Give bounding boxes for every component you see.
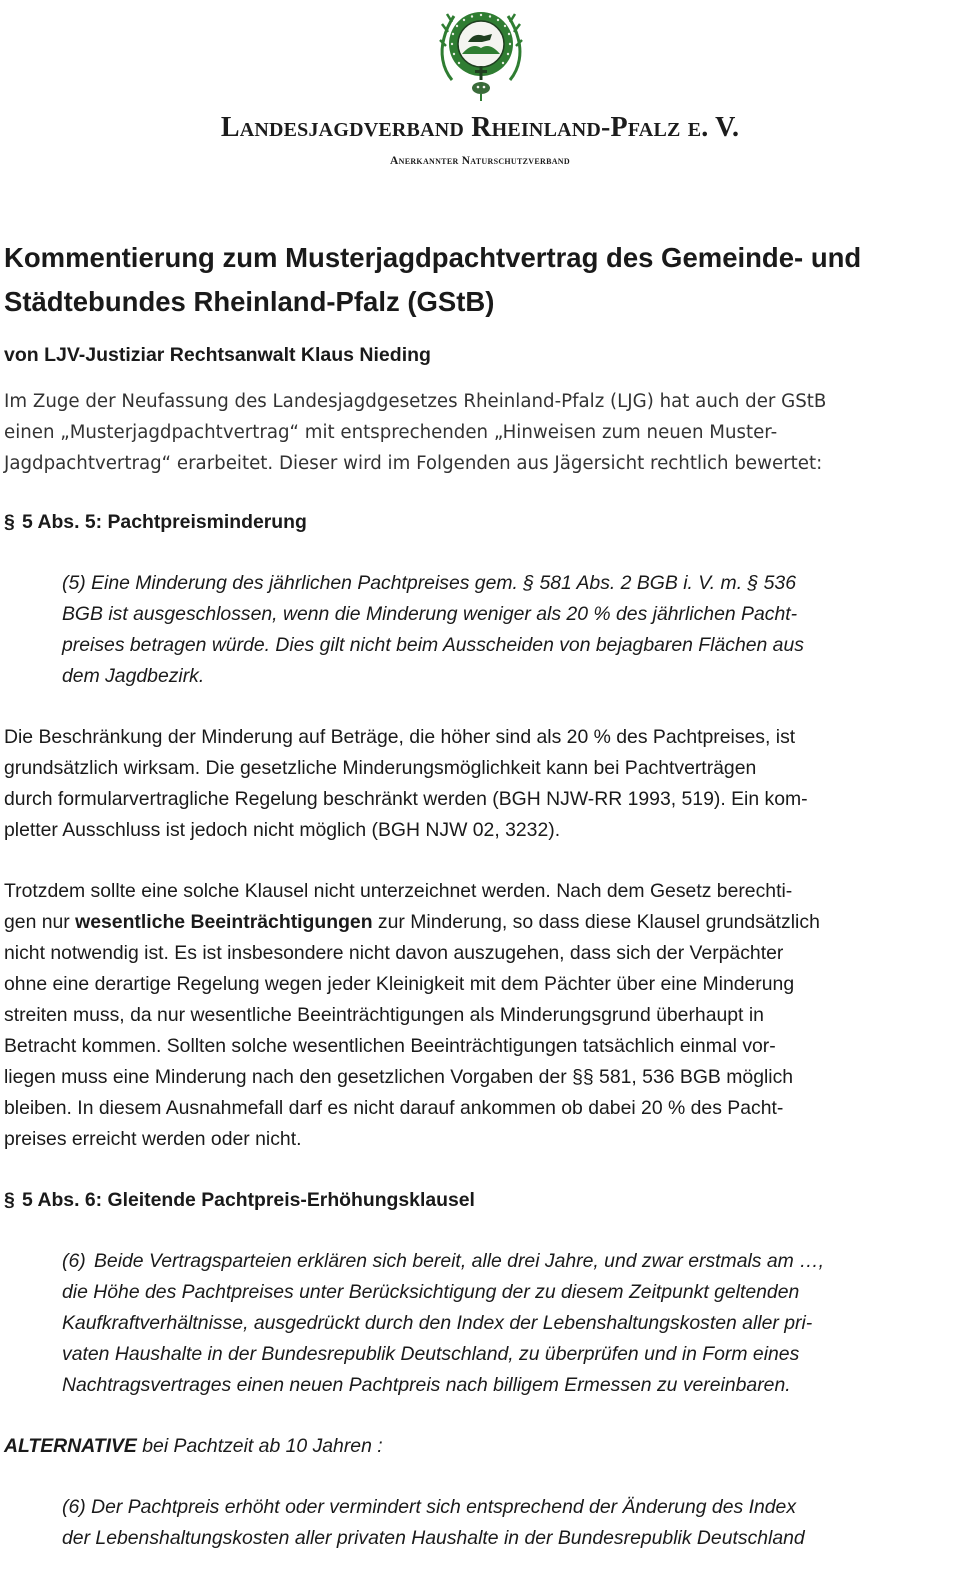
text-line: streiten muss, da nur wesentliche Beeinträchtigungen als Minderungsgrund überhaupt in — [4, 1004, 764, 1026]
clause-number: (6) — [62, 1250, 86, 1272]
text-line: Nachtragsvertrages einen neuen Pachtpreis nach billigem Ermessen zu vereinbaren. — [62, 1374, 791, 1396]
section-symbol: § — [4, 511, 15, 533]
text-line: preises betragen würde. Dies gilt nicht beim Ausscheiden von bejagbaren Flächen aus — [62, 634, 804, 656]
association-logo — [438, 2, 524, 102]
text-span: Beide Vertragsparteien erklären sich bereit, alle drei Jahre, und zwar erstmals am …, — [94, 1250, 824, 1272]
text-line: ohne eine derartige Regelung wegen jeder Kleinigkeit mit dem Pächter über eine Minderung — [4, 973, 795, 995]
document-title — [4, 236, 950, 324]
text-line: preises erreicht werden oder nicht. — [4, 1128, 302, 1150]
text-line — [4, 907, 950, 938]
text-line: die Höhe des Pachtpreises unter Berücksichtigung der zu diesem Zeitpunkt geltenden — [62, 1281, 800, 1303]
text-line — [62, 1246, 950, 1277]
text-line: durch formularvertragliche Regelung beschränkt werden (BGH NJW-RR 1993, 519). Ein kom- — [4, 788, 808, 810]
text-line: vaten Haushalte in der Bundesrepublik Deutschland, zu überprüfen und in Form eines — [62, 1343, 800, 1365]
intro-paragraph — [4, 386, 950, 479]
alternative-line — [4, 1431, 950, 1462]
alternative-label: ALTERNATIVE — [4, 1435, 137, 1457]
section-title: 5 Abs. 6: Gleitende Pachtpreis-Erhöhungsklausel — [22, 1189, 475, 1211]
text-line: Die Beschränkung der Minderung auf Beträge, die höher sind als 20 % des Pachtpreises, ist — [4, 726, 796, 748]
text-line: einen „Musterjagdpachtvertrag“ mit entsprechenden „Hinweisen zum neuen Muster- — [4, 422, 778, 443]
section-symbol: § — [4, 1189, 15, 1211]
commentary-paragraph — [4, 876, 950, 1155]
section-heading — [4, 507, 950, 538]
text-span: gen nur — [4, 911, 76, 933]
text-line: dem Jagdbezirk. — [62, 665, 205, 687]
text-line: (6) Der Pachtpreis erhöht oder vermindert sich entsprechend der Änderung des Index — [62, 1496, 797, 1518]
organization-subtitle: Anerkannter Naturschutzverband — [390, 155, 570, 167]
emphasis-text: wesentliche Beeinträchtigungen — [75, 911, 373, 933]
document-body — [4, 236, 950, 1554]
section-title: 5 Abs. 5: Pachtpreisminderung — [22, 511, 307, 533]
title-line: Städtebundes Rheinland-Pfalz (GStB) — [4, 286, 495, 317]
section-heading — [4, 1185, 950, 1216]
text-line: liegen muss eine Minderung nach den gesetzlichen Vorgaben der §§ 581, 536 BGB möglich — [4, 1066, 794, 1088]
text-line: pletter Ausschluss ist jedoch nicht möglich (BGH NJW 02, 3232). — [4, 819, 561, 841]
text-span: zur Minderung, so dass diese Klausel grundsätzlich — [372, 911, 820, 933]
organization-name: Landesjagdverband Rheinland-Pfalz e. V. — [220, 112, 740, 143]
text-line: BGB ist ausgeschlossen, wenn die Minderung weniger als 20 % des jährlichen Pacht- — [62, 603, 798, 625]
text-line: Jagdpachtvertrag“ erarbeitet. Dieser wird im Folgenden aus Jägersicht rechtlich bewertet: — [4, 453, 823, 474]
text-line: der Lebenshaltungskosten aller privaten Haushalte in der Bundesrepublik Deutschland — [62, 1527, 805, 1549]
author-line: von LJV-Justiziar Rechtsanwalt Klaus Nieding — [4, 344, 431, 366]
text-line: (5) Eine Minderung des jährlichen Pachtpreises gem. § 581 Abs. 2 BGB i. V. m. § 536 — [62, 572, 796, 594]
text-line: Betracht kommen. Sollten solche wesentlichen Beeinträchtigungen tatsächlich einmal vor- — [4, 1035, 776, 1057]
text-span: bei Pachtzeit ab 10 Jahren : — [136, 1435, 383, 1457]
text-line: grundsätzlich wirksam. Die gesetzliche Minderungsmöglichkeit kann bei Pachtverträgen — [4, 757, 757, 779]
text-line: Trotzdem sollte eine solche Klausel nicht unterzeichnet werden. Nach dem Gesetz berechti- — [4, 880, 793, 902]
title-line: Kommentierung zum Musterjagdpachtvertrag des Gemeinde- und — [4, 242, 862, 273]
text-line: bleiben. In diesem Ausnahmefall darf es nicht darauf ankommen ob dabei 20 % des Pacht- — [4, 1097, 784, 1119]
text-line: Kaufkraftverhältnisse, ausgedrückt durch den Index der Lebenshaltungskosten aller pri- — [62, 1312, 813, 1334]
contract-clause-quote — [62, 1246, 950, 1401]
text-line: nicht notwendig ist. Es ist insbesondere nicht davon auszugehen, dass sich der Verpächter — [4, 942, 784, 964]
text-line: Im Zuge der Neufassung des Landesjagdgesetzes Rheinland-Pfalz (LJG) hat auch der GStB — [4, 391, 827, 412]
contract-clause-quote — [62, 568, 950, 692]
commentary-paragraph — [4, 722, 950, 846]
contract-clause-quote — [62, 1492, 950, 1554]
